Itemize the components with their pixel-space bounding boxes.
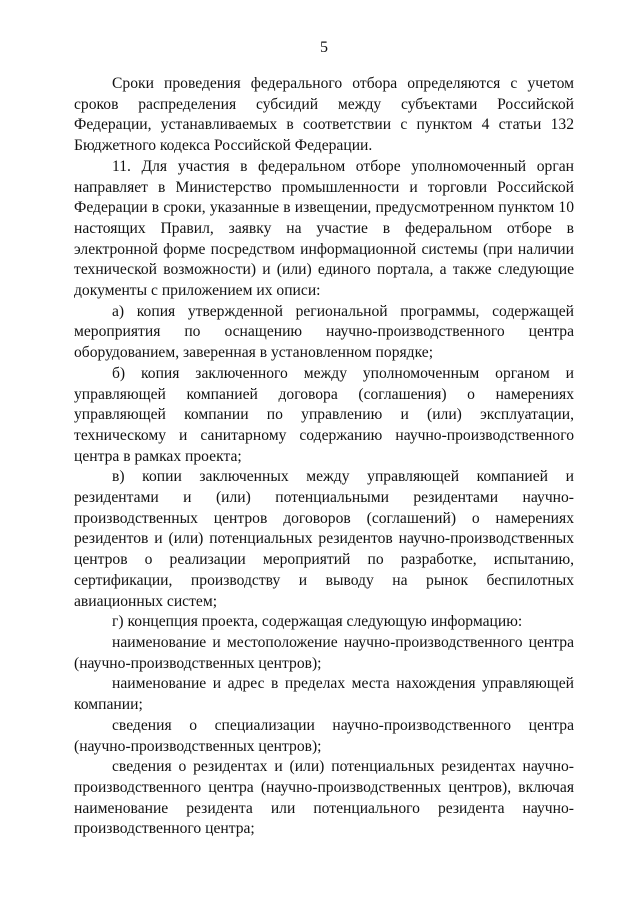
paragraph: б) копия заключенного между уполномоченным органом и управляющей компанией договора (соглашения) о намерениях управляющей компании по управлению и (или) эксплуатации, техническому и санитарному содержанию научно-производственного центра в рамках проекта; bbox=[74, 364, 574, 465]
paragraph: 11. Для участия в федеральном отборе уполномоченный орган направляет в Министерство промышленности и торговли Российской Федерации в сроки, указанные в извещении, предусмотренном пунктом 10 настоящих Правил, заявку на участие в федеральном отборе в электронной форме посредством информационной системы (при наличии технической возможности) и (или) единого портала, а также следующие документы с приложением их описи: bbox=[74, 157, 574, 300]
document-body bbox=[74, 74, 574, 840]
paragraph: сведения о специализации научно-производственного центра (научно-производственных центров); bbox=[74, 716, 574, 755]
paragraph: г) концепция проекта, содержащая следующую информацию: bbox=[112, 613, 523, 631]
paragraph: в) копии заключенных между управляющей компанией и резидентами и (или) потенциальными резидентами научно-производственных центров договоров (соглашений) о намерениях резидентов и (или) потенциальных резидентов научно-производственных центров о реализации мероприятий по разработке, испытанию, сертификации, производству и выводу на рынок беспилотных авиационных систем; bbox=[74, 468, 574, 610]
paragraph: Сроки проведения федерального отбора определяются с учетом сроков распределения субсидий между субъектами Российской Федерации, устанавливаемых в соответствии с пунктом 4 статьи 132 Бюджетного кодекса Российской Федерации. bbox=[74, 75, 574, 155]
paragraph: наименование и местоположение научно-производственного центра (научно-производственных центров); bbox=[74, 633, 574, 672]
paragraph: наименование и адрес в пределах места нахождения управляющей компании; bbox=[74, 675, 574, 714]
paragraph: сведения о резидентах и (или) потенциальных резидентах научно-производственного центра (научно-производственных центров), включая наименование резидента или потенциального резидента научно-производственного центра; bbox=[74, 758, 574, 838]
paragraph: а) копия утвержденной региональной программы, содержащей мероприятия по оснащению научно-производственного центра оборудованием, заверенная в установленном порядке; bbox=[74, 302, 574, 362]
page-number: 5 bbox=[320, 39, 328, 56]
